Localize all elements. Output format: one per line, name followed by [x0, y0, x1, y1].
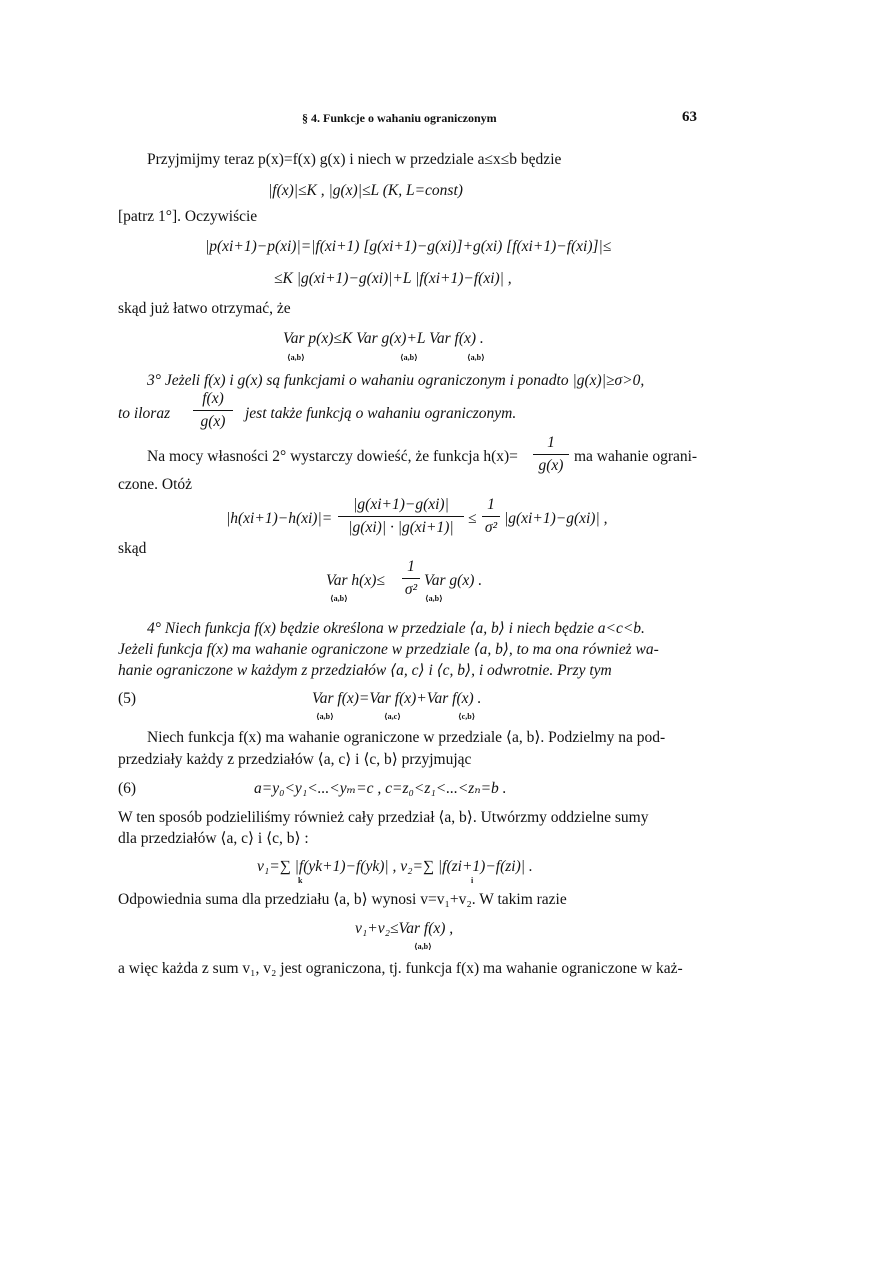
- summation-index: k: [298, 876, 303, 885]
- text-line: czone. Otóż: [118, 476, 193, 493]
- text-line: przedziały każdy z przedziałów ⟨a, c⟩ i ⟨c, b⟩ przyjmując: [118, 751, 472, 768]
- text-line: Odpowiednia suma dla przedziału ⟨a, b⟩ wynosi v=v₁+v₂. W takim razie: [118, 891, 567, 908]
- fraction-denominator: g(x): [200, 413, 226, 430]
- fraction-denominator: σ²: [484, 519, 498, 536]
- equation-var-product: Var p(x)≤K Var g(x)+L Var f(x) .: [283, 330, 484, 347]
- equation-var-h-rhs: Var g(x) .: [424, 572, 483, 589]
- subscript-interval: ⟨a,b⟩: [425, 594, 443, 603]
- text-line: dla przedziałów ⟨a, c⟩ i ⟨c, b⟩ :: [118, 830, 309, 847]
- theorem-3-post: jest także funkcją o wahaniu ograniczonym.: [245, 405, 517, 422]
- equation-difference: |p(xi+1)−p(xi)|=|f(xi+1) [g(xi+1)−g(xi)]+g(xi) [f(xi+1)−f(xi)]|≤: [205, 238, 612, 255]
- fraction-numerator: 1: [547, 434, 555, 451]
- theorem-3-pre: to iloraz: [118, 405, 171, 422]
- fraction-denominator: σ²: [404, 581, 418, 598]
- theorem-3-line: 3° Jeżeli f(x) i g(x) są funkcjami o wahaniu ograniczonym i ponadto |g(x)|≥σ>0,: [147, 372, 645, 389]
- theorem-4-line: Jeżeli funkcja f(x) ma wahanie ograniczone w przedziale ⟨a, b⟩, to ma ona również wa-: [118, 641, 659, 658]
- text-line: ma wahanie ograni-: [574, 448, 698, 465]
- text-line: skąd już łatwo otrzymać, że: [118, 300, 291, 317]
- subscript-interval: ⟨a,b⟩: [316, 712, 334, 721]
- subscript-interval: ⟨a,c⟩: [384, 712, 401, 721]
- subscript-interval: ⟨a,b⟩: [400, 353, 418, 362]
- equation-sums: v₁=∑ |f(yk+1)−f(yk)| , v₂=∑ |f(zi+1)−f(zi)| .: [257, 858, 533, 875]
- subscript-interval: ⟨c,b⟩: [458, 712, 476, 721]
- text-line: skąd: [118, 540, 147, 557]
- inequality-sign: ≤: [468, 510, 477, 527]
- running-header: § 4. Funkcje o wahaniu ograniczonym: [302, 111, 497, 125]
- equation-var-additivity: Var f(x)=Var f(x)+Var f(x) .: [312, 690, 482, 707]
- equation-label: (6): [118, 780, 137, 797]
- text-line: a więc każda z sum v₁, v₂ jest ograniczona, tj. funkcja f(x) ma wahanie ograniczone w każ-: [118, 960, 683, 977]
- text-line: Na mocy własności 2° wystarczy dowieść, że funkcja h(x)=: [147, 448, 518, 465]
- text-line: W ten sposób podzieliliśmy również cały przedział ⟨a, b⟩. Utwórzmy oddzielne sumy: [118, 809, 649, 826]
- subscript-interval: ⟨a,b⟩: [467, 353, 485, 362]
- equation-h-difference: |h(xi+1)−h(xi)|=: [226, 510, 333, 527]
- text-line: Przyjmijmy teraz p(x)=f(x) g(x) i niech w przedziale a≤x≤b będzie: [147, 151, 562, 168]
- page-number: 63: [682, 109, 697, 125]
- equation-bounds: |f(x)|≤K , |g(x)|≤L (K, L=const): [268, 182, 463, 199]
- equation-label: (5): [118, 690, 137, 707]
- equation-sum-bound: v₁+v₂≤Var f(x) ,: [355, 920, 454, 937]
- text-line: Niech funkcja f(x) ma wahanie ograniczone w przedziale ⟨a, b⟩. Podzielmy na pod-: [147, 729, 666, 746]
- equation-difference-bound: ≤K |g(xi+1)−g(xi)|+L |f(xi+1)−f(xi)| ,: [274, 270, 512, 287]
- subscript-interval: ⟨a,b⟩: [287, 353, 305, 362]
- equation-h-difference-rhs: |g(xi+1)−g(xi)| ,: [504, 510, 608, 527]
- fraction-numerator: f(x): [202, 390, 224, 407]
- equation-var-h: Var h(x)≤: [326, 572, 385, 589]
- fraction-numerator: 1: [487, 496, 495, 513]
- fraction-numerator: 1: [407, 558, 415, 575]
- summation-index: i: [471, 876, 474, 885]
- fraction-denominator: |g(xi)| · |g(xi+1)|: [348, 519, 454, 536]
- fraction-numerator: |g(xi+1)−g(xi)|: [353, 496, 449, 513]
- theorem-4-line: hanie ograniczone w każdym z przedziałów ⟨a, c⟩ i ⟨c, b⟩, i odwrotnie. Przy tym: [118, 662, 612, 679]
- subscript-interval: ⟨a,b⟩: [330, 594, 348, 603]
- equation-partition: a=y₀<y₁<...<yₘ=c , c=z₀<z₁<...<zₙ=b .: [254, 780, 507, 797]
- text-line: [patrz 1°]. Oczywiście: [118, 208, 258, 225]
- theorem-4-line: 4° Niech funkcja f(x) będzie określona w przedziale ⟨a, b⟩ i niech będzie a<c<b.: [147, 620, 645, 637]
- fraction-denominator: g(x): [538, 457, 564, 474]
- subscript-interval: ⟨a,b⟩: [414, 942, 432, 951]
